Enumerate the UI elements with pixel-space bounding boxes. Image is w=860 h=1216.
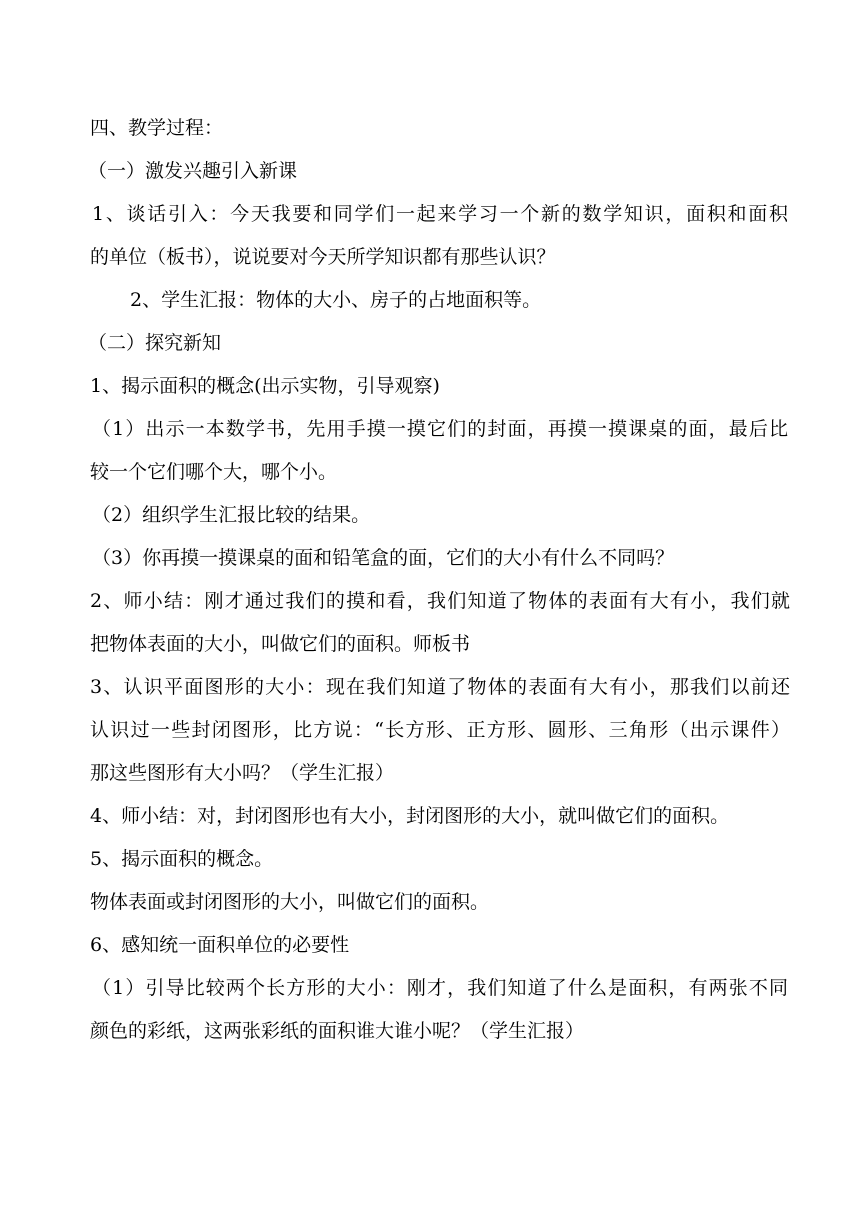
- subsection-heading-intro: （一）激发兴趣引入新课: [88, 160, 298, 182]
- paragraph-line: 2、学生汇报：物体的大小、房子的占地面积等。: [130, 289, 542, 311]
- paragraph-line: （2）组织学生汇报比较的结果。: [92, 504, 371, 526]
- paragraph-line: 5、揭示面积的概念。: [90, 848, 274, 870]
- paragraph-line: 2、师小结：刚才通过我们的摸和看，我们知道了物体的表面有大有小，我们就: [90, 590, 790, 612]
- paragraph-line: 4、师小结：对，封闭图形也有大小，封闭图形的大小，就叫做它们的面积。: [90, 805, 730, 827]
- paragraph-line: 认识过一些封闭图形，比方说：“长方形、正方形、圆形、三角形（出示课件）: [90, 719, 790, 741]
- paragraph-line: （1）出示一本数学书，先用手摸一摸它们的封面，再摸一摸课桌的面，最后比: [92, 418, 788, 440]
- paragraph-line: 1、谈话引入：今天我要和同学们一起来学习一个新的数学知识，面积和面积: [92, 203, 788, 225]
- paragraph-line: 那这些图形有大小吗？（学生汇报）: [90, 762, 395, 784]
- paragraph-line: 颜色的彩纸，这两张彩纸的面积谁大谁小呢？（学生汇报）: [90, 1020, 585, 1042]
- paragraph-line: 3、认识平面图形的大小：现在我们知道了物体的表面有大有小，那我们以前还: [90, 676, 790, 698]
- section-heading-teaching-process: 四、教学过程：: [90, 117, 224, 139]
- paragraph-line: 1、揭示面积的概念(出示实物，引导观察): [90, 375, 440, 397]
- paragraph-line: 把物体表面的大小，叫做它们的面积。师板书: [90, 633, 471, 655]
- subsection-heading-explore: （二）探究新知: [88, 332, 222, 354]
- paragraph-line: 较一个它们哪个大，哪个小。: [90, 461, 338, 483]
- paragraph-line: 6、感知统一面积单位的必要性: [90, 934, 350, 956]
- paragraph-line: 物体表面或封闭图形的大小，叫做它们的面积。: [90, 891, 490, 913]
- paragraph-line: （3）你再摸一摸课桌的面和铅笔盒的面，它们的大小有什么不同吗？: [92, 547, 675, 569]
- paragraph-line: （1）引导比较两个长方形的大小：刚才，我们知道了什么是面积，有两张不同: [92, 977, 788, 999]
- paragraph-line: 的单位（板书），说说要对今天所学知识都有那些认识？: [90, 246, 556, 268]
